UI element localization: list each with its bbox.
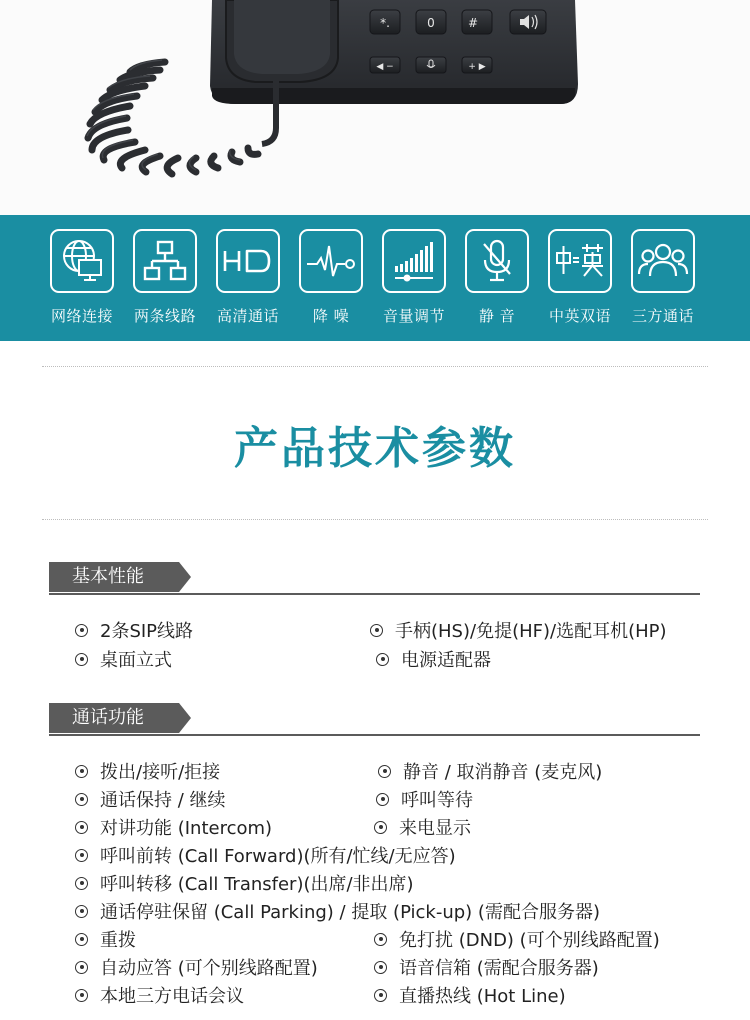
spec-item-text: 自动应答 (可个别线路配置) [100, 958, 318, 979]
section-basic-title: 基本性能 [49, 562, 179, 592]
bullet-icon [75, 877, 88, 890]
feature-label-three-way: 三方通话 [631, 307, 694, 325]
bullet-icon [374, 989, 387, 1002]
microphone-mute-icon [465, 229, 529, 293]
spec-item [75, 846, 456, 868]
bullet-icon [374, 933, 387, 946]
phone-photo [0, 0, 750, 215]
noise-wave-icon [299, 229, 363, 293]
bullet-icon [75, 793, 88, 806]
key-volume-down-label: ◀ − [376, 62, 394, 72]
bullet-icon [75, 653, 88, 666]
spec-item [378, 762, 602, 784]
spec-item-text: 呼叫前转 (Call Forward)(所有/忙线/无应答) [100, 846, 456, 867]
spec-item-text: 手柄(HS)/免提(HF)/选配耳机(HP) [395, 621, 667, 642]
feature-hd [208, 229, 288, 326]
spec-item [75, 790, 226, 812]
spec-item-text: 呼叫等待 [401, 790, 473, 811]
feature-band [0, 215, 750, 341]
network-tree-icon [133, 229, 197, 293]
bullet-icon [374, 821, 387, 834]
spec-item [75, 621, 193, 643]
feature-two-lines [125, 229, 205, 326]
spec-item [75, 902, 600, 924]
feature-label-mute: 静 音 [478, 307, 516, 325]
section-basic-header [49, 562, 700, 596]
spec-item-text: 来电显示 [399, 818, 471, 839]
bullet-icon [75, 624, 88, 637]
key-mute [416, 57, 446, 73]
bullet-icon [75, 765, 88, 778]
spec-item [370, 621, 667, 643]
spec-item-text: 拨出/接听/拒接 [100, 762, 221, 783]
key-hash-label: # [467, 16, 479, 30]
spec-item-text: 语音信箱 (需配合服务器) [399, 958, 599, 979]
spec-item-text: 桌面立式 [100, 650, 172, 671]
globe-monitor-icon [50, 229, 114, 293]
spec-item [374, 930, 660, 952]
feature-label-hd: 高清通话 [216, 307, 279, 325]
key-volume-up-label: + ▶ [468, 62, 486, 72]
key-star-label: *. [380, 16, 390, 30]
bullet-icon [75, 961, 88, 974]
feature-bilingual [540, 229, 620, 326]
chinese-english-icon [548, 229, 612, 293]
feature-label-bilingual: 中英双语 [548, 307, 611, 325]
ip-phone-illustration [0, 0, 750, 215]
spec-item-text: 电源适配器 [401, 650, 491, 671]
spec-item [376, 650, 491, 672]
divider-top [42, 366, 708, 367]
bullet-icon [75, 933, 88, 946]
section-call-header [49, 703, 700, 737]
hd-icon [216, 229, 280, 293]
feature-label-network: 网络连接 [50, 307, 113, 325]
spec-item [75, 930, 136, 952]
bullet-icon [376, 653, 389, 666]
feature-mute [457, 229, 537, 326]
section-basic-rule [49, 593, 700, 595]
spec-item-text: 对讲功能 (Intercom) [100, 818, 273, 839]
spec-item [75, 818, 272, 840]
spec-item [374, 818, 471, 840]
spec-item-text: 直播热线 (Hot Line) [399, 986, 566, 1007]
section-call-title: 通话功能 [49, 703, 179, 733]
key-zero-label: 0 [427, 16, 435, 30]
spec-item [75, 650, 172, 672]
spec-item-text: 静音 / 取消静音 (麦克风) [403, 762, 603, 783]
section-call-rule [49, 734, 700, 736]
feature-label-two-lines: 两条线路 [133, 307, 196, 325]
bullet-icon [75, 989, 88, 1002]
spec-item-text: 呼叫转移 (Call Transfer)(出席/非出席) [100, 874, 414, 895]
bullet-icon [370, 624, 383, 637]
volume-bars-icon [382, 229, 446, 293]
spec-item [75, 762, 220, 784]
spec-item [376, 790, 473, 812]
feature-three-way [623, 229, 703, 326]
spec-item [75, 958, 318, 980]
bullet-icon [75, 849, 88, 862]
feature-noise-reduction [291, 229, 371, 326]
page-title: 产品技术参数 [234, 423, 516, 474]
bullet-icon [75, 905, 88, 918]
bullet-icon [75, 821, 88, 834]
spec-item-text: 2条SIP线路 [100, 621, 194, 642]
divider-bottom [42, 519, 708, 520]
spec-item-text: 通话保持 / 继续 [100, 790, 226, 811]
spec-item [374, 986, 566, 1008]
feature-label-noise-reduction: 降 噪 [312, 307, 350, 325]
spec-item [75, 874, 414, 896]
feature-label-volume: 音量调节 [382, 307, 445, 325]
bullet-icon [376, 793, 389, 806]
three-people-icon [631, 229, 695, 293]
feature-network [42, 229, 122, 326]
spec-item [374, 958, 599, 980]
bullet-icon [374, 961, 387, 974]
spec-item-text: 通话停驻保留 (Call Parking) / 提取 (Pick-up) (需配合服务器) [100, 902, 600, 923]
bullet-icon [378, 765, 391, 778]
feature-volume [374, 229, 454, 326]
spec-item-text: 本地三方电话会议 [100, 986, 244, 1007]
spec-item-text: 重拨 [100, 930, 136, 951]
spec-item-text: 免打扰 (DND) (可个别线路配置) [399, 930, 660, 951]
spec-item [75, 986, 244, 1008]
